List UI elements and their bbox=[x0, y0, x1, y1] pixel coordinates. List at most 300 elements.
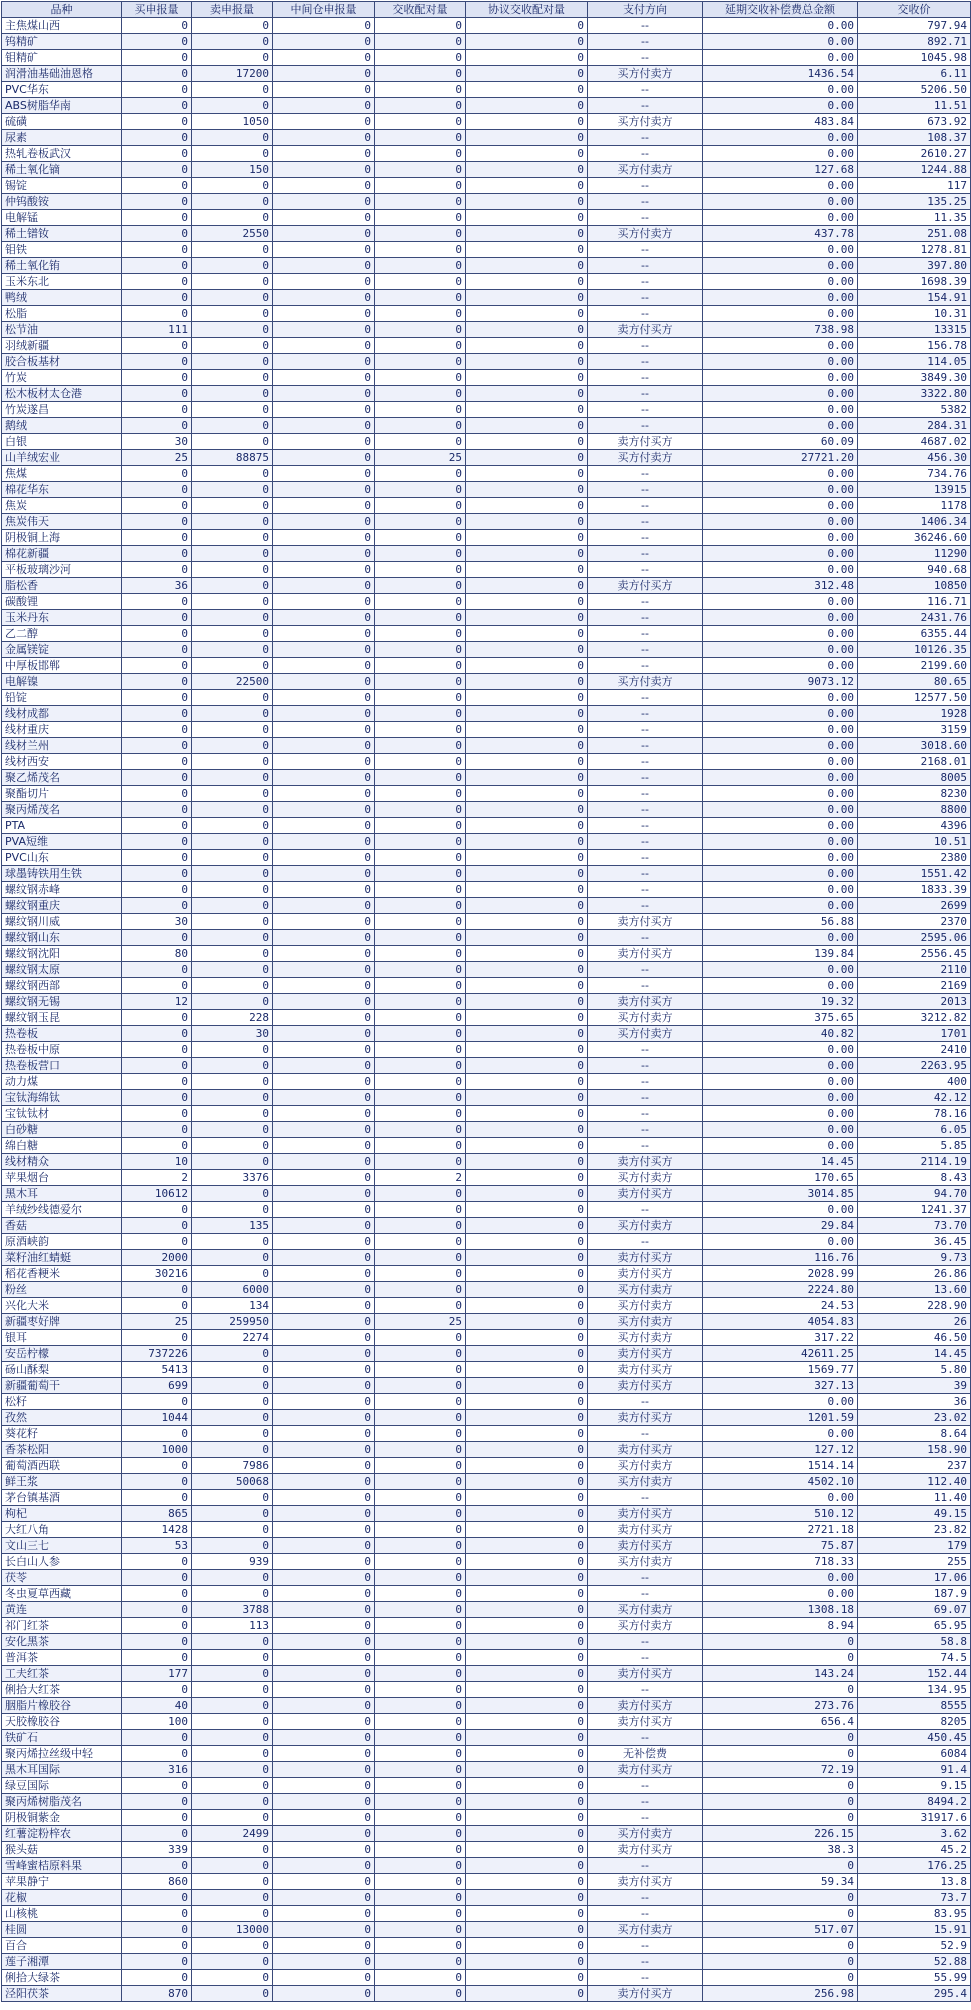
table-row bbox=[2, 610, 971, 626]
delivery-price-cell: 73.7 bbox=[858, 1890, 971, 1906]
sell-qty-cell: 0 bbox=[192, 1986, 273, 2002]
variety-cell: 线材兰州 bbox=[2, 738, 122, 754]
compensation-amount-cell: 0.00 bbox=[703, 418, 858, 434]
payment-direction-cell: -- bbox=[588, 754, 703, 770]
matched-qty-cell: 2 bbox=[375, 1170, 466, 1186]
delivery-price-cell: 6355.44 bbox=[858, 626, 971, 642]
agreement-matched-qty-cell: 0 bbox=[466, 530, 588, 546]
table-row bbox=[2, 1442, 971, 1458]
sell-qty-cell: 0 bbox=[192, 290, 273, 306]
compensation-amount-cell: 0.00 bbox=[703, 834, 858, 850]
intermediate-qty-cell: 0 bbox=[273, 1298, 375, 1314]
sell-qty-cell: 0 bbox=[192, 130, 273, 146]
table-row bbox=[2, 1138, 971, 1154]
buy-qty-cell: 0 bbox=[122, 258, 192, 274]
buy-qty-cell: 0 bbox=[122, 1906, 192, 1922]
table-row bbox=[2, 1922, 971, 1938]
table-row bbox=[2, 1202, 971, 1218]
agreement-matched-qty-cell: 0 bbox=[466, 1058, 588, 1074]
payment-direction-cell: -- bbox=[588, 34, 703, 50]
table-row bbox=[2, 1378, 971, 1394]
intermediate-qty-cell: 0 bbox=[273, 1874, 375, 1890]
agreement-matched-qty-cell: 0 bbox=[466, 1090, 588, 1106]
sell-qty-cell: 0 bbox=[192, 1842, 273, 1858]
agreement-matched-qty-cell: 0 bbox=[466, 1234, 588, 1250]
compensation-amount-cell: 24.53 bbox=[703, 1298, 858, 1314]
sell-qty-cell: 0 bbox=[192, 1858, 273, 1874]
intermediate-qty-cell: 0 bbox=[273, 1266, 375, 1282]
matched-qty-cell: 0 bbox=[375, 1554, 466, 1570]
buy-qty-cell: 0 bbox=[122, 1058, 192, 1074]
sell-qty-cell: 0 bbox=[192, 754, 273, 770]
intermediate-qty-cell: 0 bbox=[273, 994, 375, 1010]
agreement-matched-qty-cell: 0 bbox=[466, 418, 588, 434]
compensation-amount-cell: 127.12 bbox=[703, 1442, 858, 1458]
sell-qty-cell: 0 bbox=[192, 1682, 273, 1698]
delivery-price-cell: 78.16 bbox=[858, 1106, 971, 1122]
delivery-price-cell: 116.71 bbox=[858, 594, 971, 610]
table-row bbox=[2, 434, 971, 450]
matched-qty-cell: 0 bbox=[375, 1698, 466, 1714]
matched-qty-cell: 0 bbox=[375, 194, 466, 210]
variety-cell: 聚乙烯茂名 bbox=[2, 770, 122, 786]
payment-direction-cell: 卖方付买方 bbox=[588, 1666, 703, 1682]
agreement-matched-qty-cell: 0 bbox=[466, 162, 588, 178]
matched-qty-cell: 0 bbox=[375, 114, 466, 130]
buy-qty-cell: 0 bbox=[122, 1778, 192, 1794]
intermediate-qty-cell: 0 bbox=[273, 1554, 375, 1570]
table-row bbox=[2, 1330, 971, 1346]
delivery-price-cell: 17.06 bbox=[858, 1570, 971, 1586]
sell-qty-cell: 0 bbox=[192, 418, 273, 434]
compensation-amount-cell: 0.00 bbox=[703, 722, 858, 738]
compensation-amount-cell: 42611.25 bbox=[703, 1346, 858, 1362]
sell-qty-cell: 0 bbox=[192, 1714, 273, 1730]
delivery-price-cell: 8230 bbox=[858, 786, 971, 802]
buy-qty-cell: 0 bbox=[122, 498, 192, 514]
variety-cell: 热卷板中原 bbox=[2, 1042, 122, 1058]
table-row bbox=[2, 722, 971, 738]
intermediate-qty-cell: 0 bbox=[273, 1714, 375, 1730]
intermediate-qty-cell: 0 bbox=[273, 194, 375, 210]
table-row bbox=[2, 1826, 971, 1842]
table-row bbox=[2, 418, 971, 434]
variety-cell: 竹炭 bbox=[2, 370, 122, 386]
agreement-matched-qty-cell: 0 bbox=[466, 146, 588, 162]
sell-qty-cell: 939 bbox=[192, 1554, 273, 1570]
sell-qty-cell: 0 bbox=[192, 370, 273, 386]
agreement-matched-qty-cell: 0 bbox=[466, 1154, 588, 1170]
intermediate-qty-cell: 0 bbox=[273, 594, 375, 610]
variety-cell: 锡锭 bbox=[2, 178, 122, 194]
buy-qty-cell: 0 bbox=[122, 1682, 192, 1698]
table-row bbox=[2, 658, 971, 674]
payment-direction-cell: 买方付卖方 bbox=[588, 450, 703, 466]
intermediate-qty-cell: 0 bbox=[273, 1970, 375, 1986]
delivery-price-cell: 154.91 bbox=[858, 290, 971, 306]
sell-qty-cell: 3788 bbox=[192, 1602, 273, 1618]
buy-qty-cell: 0 bbox=[122, 370, 192, 386]
sell-qty-cell: 0 bbox=[192, 994, 273, 1010]
table-row bbox=[2, 210, 971, 226]
column-header: 延期交收补偿费总金额 bbox=[703, 2, 858, 18]
matched-qty-cell: 0 bbox=[375, 1474, 466, 1490]
delivery-price-cell: 73.70 bbox=[858, 1218, 971, 1234]
variety-cell: 阴极铜上海 bbox=[2, 530, 122, 546]
intermediate-qty-cell: 0 bbox=[273, 738, 375, 754]
table-row bbox=[2, 642, 971, 658]
matched-qty-cell: 0 bbox=[375, 1282, 466, 1298]
matched-qty-cell: 0 bbox=[375, 290, 466, 306]
table-row bbox=[2, 146, 971, 162]
variety-cell: 铁矿石 bbox=[2, 1730, 122, 1746]
intermediate-qty-cell: 0 bbox=[273, 962, 375, 978]
compensation-amount-cell: 0.00 bbox=[703, 130, 858, 146]
buy-qty-cell: 1044 bbox=[122, 1410, 192, 1426]
matched-qty-cell: 0 bbox=[375, 1266, 466, 1282]
compensation-amount-cell: 0.00 bbox=[703, 658, 858, 674]
matched-qty-cell: 0 bbox=[375, 162, 466, 178]
intermediate-qty-cell: 0 bbox=[273, 162, 375, 178]
payment-direction-cell: -- bbox=[588, 386, 703, 402]
agreement-matched-qty-cell: 0 bbox=[466, 194, 588, 210]
intermediate-qty-cell: 0 bbox=[273, 130, 375, 146]
agreement-matched-qty-cell: 0 bbox=[466, 1330, 588, 1346]
payment-direction-cell: 买方付卖方 bbox=[588, 1554, 703, 1570]
payment-direction-cell: -- bbox=[588, 834, 703, 850]
compensation-amount-cell: 273.76 bbox=[703, 1698, 858, 1714]
intermediate-qty-cell: 0 bbox=[273, 610, 375, 626]
compensation-amount-cell: 29.84 bbox=[703, 1218, 858, 1234]
sell-qty-cell: 0 bbox=[192, 1074, 273, 1090]
sell-qty-cell: 0 bbox=[192, 514, 273, 530]
payment-direction-cell: 卖方付买方 bbox=[588, 1522, 703, 1538]
variety-cell: 孜然 bbox=[2, 1410, 122, 1426]
matched-qty-cell: 0 bbox=[375, 1634, 466, 1650]
buy-qty-cell: 0 bbox=[122, 1602, 192, 1618]
buy-qty-cell: 0 bbox=[122, 1298, 192, 1314]
matched-qty-cell: 0 bbox=[375, 658, 466, 674]
variety-cell: 润滑油基础油恩格 bbox=[2, 66, 122, 82]
intermediate-qty-cell: 0 bbox=[273, 1458, 375, 1474]
intermediate-qty-cell: 0 bbox=[273, 930, 375, 946]
matched-qty-cell: 0 bbox=[375, 722, 466, 738]
buy-qty-cell: 80 bbox=[122, 946, 192, 962]
payment-direction-cell: 买方付卖方 bbox=[588, 1602, 703, 1618]
compensation-amount-cell: 4502.10 bbox=[703, 1474, 858, 1490]
delivery-price-cell: 14.45 bbox=[858, 1346, 971, 1362]
delivery-price-cell: 1406.34 bbox=[858, 514, 971, 530]
buy-qty-cell: 0 bbox=[122, 514, 192, 530]
compensation-amount-cell: 0.00 bbox=[703, 386, 858, 402]
delivery-price-cell: 3159 bbox=[858, 722, 971, 738]
buy-qty-cell: 0 bbox=[122, 930, 192, 946]
payment-direction-cell: -- bbox=[588, 930, 703, 946]
table-row bbox=[2, 482, 971, 498]
table-row bbox=[2, 1810, 971, 1826]
table-body bbox=[2, 18, 971, 2002]
agreement-matched-qty-cell: 0 bbox=[466, 1810, 588, 1826]
payment-direction-cell: 买方付卖方 bbox=[588, 114, 703, 130]
sell-qty-cell: 0 bbox=[192, 386, 273, 402]
intermediate-qty-cell: 0 bbox=[273, 562, 375, 578]
intermediate-qty-cell: 0 bbox=[273, 50, 375, 66]
matched-qty-cell: 0 bbox=[375, 274, 466, 290]
matched-qty-cell: 0 bbox=[375, 1618, 466, 1634]
sell-qty-cell: 0 bbox=[192, 1762, 273, 1778]
payment-direction-cell: -- bbox=[588, 1954, 703, 1970]
payment-direction-cell: -- bbox=[588, 418, 703, 434]
intermediate-qty-cell: 0 bbox=[273, 290, 375, 306]
delivery-price-cell: 1045.98 bbox=[858, 50, 971, 66]
variety-cell: 山核桃 bbox=[2, 1906, 122, 1922]
sell-qty-cell: 0 bbox=[192, 258, 273, 274]
payment-direction-cell: 卖方付买方 bbox=[588, 1874, 703, 1890]
compensation-amount-cell: 312.48 bbox=[703, 578, 858, 594]
compensation-amount-cell: 226.15 bbox=[703, 1826, 858, 1842]
buy-qty-cell: 0 bbox=[122, 1394, 192, 1410]
buy-qty-cell: 0 bbox=[122, 1634, 192, 1650]
delivery-price-cell: 2699 bbox=[858, 898, 971, 914]
matched-qty-cell: 0 bbox=[375, 434, 466, 450]
matched-qty-cell: 0 bbox=[375, 786, 466, 802]
delivery-price-cell: 176.25 bbox=[858, 1858, 971, 1874]
matched-qty-cell: 0 bbox=[375, 1586, 466, 1602]
intermediate-qty-cell: 0 bbox=[273, 546, 375, 562]
agreement-matched-qty-cell: 0 bbox=[466, 690, 588, 706]
payment-direction-cell: 买方付卖方 bbox=[588, 1170, 703, 1186]
matched-qty-cell: 0 bbox=[375, 1458, 466, 1474]
table-row bbox=[2, 754, 971, 770]
buy-qty-cell: 0 bbox=[122, 1026, 192, 1042]
payment-direction-cell: -- bbox=[588, 610, 703, 626]
payment-direction-cell: 卖方付买方 bbox=[588, 914, 703, 930]
intermediate-qty-cell: 0 bbox=[273, 1538, 375, 1554]
payment-direction-cell: 买方付卖方 bbox=[588, 1618, 703, 1634]
matched-qty-cell: 0 bbox=[375, 1826, 466, 1842]
compensation-amount-cell: 60.09 bbox=[703, 434, 858, 450]
compensation-amount-cell: 0.00 bbox=[703, 290, 858, 306]
buy-qty-cell: 0 bbox=[122, 690, 192, 706]
intermediate-qty-cell: 0 bbox=[273, 1858, 375, 1874]
compensation-amount-cell: 0.00 bbox=[703, 978, 858, 994]
intermediate-qty-cell: 0 bbox=[273, 946, 375, 962]
delivery-price-cell: 1244.88 bbox=[858, 162, 971, 178]
buy-qty-cell: 0 bbox=[122, 674, 192, 690]
buy-qty-cell: 10 bbox=[122, 1154, 192, 1170]
compensation-amount-cell: 0.00 bbox=[703, 962, 858, 978]
variety-cell: 鸭绒 bbox=[2, 290, 122, 306]
column-header: 交收配对量 bbox=[375, 2, 466, 18]
variety-cell: 砀山酥梨 bbox=[2, 1362, 122, 1378]
intermediate-qty-cell: 0 bbox=[273, 18, 375, 34]
agreement-matched-qty-cell: 0 bbox=[466, 1410, 588, 1426]
delivery-price-cell: 2431.76 bbox=[858, 610, 971, 626]
compensation-amount-cell: 0.00 bbox=[703, 82, 858, 98]
matched-qty-cell: 0 bbox=[375, 1682, 466, 1698]
delivery-price-cell: 1698.39 bbox=[858, 274, 971, 290]
agreement-matched-qty-cell: 0 bbox=[466, 1778, 588, 1794]
agreement-matched-qty-cell: 0 bbox=[466, 594, 588, 610]
intermediate-qty-cell: 0 bbox=[273, 1282, 375, 1298]
agreement-matched-qty-cell: 0 bbox=[466, 1730, 588, 1746]
matched-qty-cell: 0 bbox=[375, 242, 466, 258]
sell-qty-cell: 3376 bbox=[192, 1170, 273, 1186]
compensation-amount-cell: 483.84 bbox=[703, 114, 858, 130]
agreement-matched-qty-cell: 0 bbox=[466, 1858, 588, 1874]
sell-qty-cell: 0 bbox=[192, 706, 273, 722]
intermediate-qty-cell: 0 bbox=[273, 482, 375, 498]
agreement-matched-qty-cell: 0 bbox=[466, 1938, 588, 1954]
table-row bbox=[2, 978, 971, 994]
intermediate-qty-cell: 0 bbox=[273, 338, 375, 354]
delivery-price-cell: 3849.30 bbox=[858, 370, 971, 386]
compensation-amount-cell: 0 bbox=[703, 1890, 858, 1906]
agreement-matched-qty-cell: 0 bbox=[466, 1202, 588, 1218]
payment-direction-cell: -- bbox=[588, 626, 703, 642]
intermediate-qty-cell: 0 bbox=[273, 850, 375, 866]
intermediate-qty-cell: 0 bbox=[273, 1378, 375, 1394]
sell-qty-cell: 0 bbox=[192, 322, 273, 338]
variety-cell: 脂松香 bbox=[2, 578, 122, 594]
sell-qty-cell: 0 bbox=[192, 1954, 273, 1970]
variety-cell: 平板玻璃沙河 bbox=[2, 562, 122, 578]
sell-qty-cell: 0 bbox=[192, 306, 273, 322]
intermediate-qty-cell: 0 bbox=[273, 1682, 375, 1698]
agreement-matched-qty-cell: 0 bbox=[466, 466, 588, 482]
sell-qty-cell: 0 bbox=[192, 434, 273, 450]
intermediate-qty-cell: 0 bbox=[273, 178, 375, 194]
delivery-price-cell: 23.82 bbox=[858, 1522, 971, 1538]
table-row bbox=[2, 994, 971, 1010]
intermediate-qty-cell: 0 bbox=[273, 1826, 375, 1842]
matched-qty-cell: 0 bbox=[375, 1090, 466, 1106]
sell-qty-cell: 0 bbox=[192, 866, 273, 882]
variety-cell: 螺纹钢玉昆 bbox=[2, 1010, 122, 1026]
agreement-matched-qty-cell: 0 bbox=[466, 1970, 588, 1986]
compensation-amount-cell: 0.00 bbox=[703, 802, 858, 818]
table-row bbox=[2, 18, 971, 34]
table-row bbox=[2, 1538, 971, 1554]
agreement-matched-qty-cell: 0 bbox=[466, 834, 588, 850]
compensation-amount-cell: 0.00 bbox=[703, 1106, 858, 1122]
compensation-amount-cell: 0.00 bbox=[703, 1394, 858, 1410]
variety-cell: 仲钨酸铵 bbox=[2, 194, 122, 210]
buy-qty-cell: 0 bbox=[122, 242, 192, 258]
compensation-amount-cell: 0.00 bbox=[703, 1122, 858, 1138]
table-row bbox=[2, 1554, 971, 1570]
delivery-price-cell: 4396 bbox=[858, 818, 971, 834]
column-header: 支付方向 bbox=[588, 2, 703, 18]
variety-cell: 螺纹钢沈阳 bbox=[2, 946, 122, 962]
table-row bbox=[2, 1314, 971, 1330]
matched-qty-cell: 0 bbox=[375, 386, 466, 402]
table-row bbox=[2, 1250, 971, 1266]
payment-direction-cell: -- bbox=[588, 514, 703, 530]
intermediate-qty-cell: 0 bbox=[273, 1218, 375, 1234]
matched-qty-cell: 0 bbox=[375, 1490, 466, 1506]
intermediate-qty-cell: 0 bbox=[273, 226, 375, 242]
matched-qty-cell: 0 bbox=[375, 498, 466, 514]
variety-cell: 祁门红茶 bbox=[2, 1618, 122, 1634]
delivery-price-cell: 152.44 bbox=[858, 1666, 971, 1682]
agreement-matched-qty-cell: 0 bbox=[466, 1298, 588, 1314]
agreement-matched-qty-cell: 0 bbox=[466, 1170, 588, 1186]
intermediate-qty-cell: 0 bbox=[273, 1202, 375, 1218]
sell-qty-cell: 22500 bbox=[192, 674, 273, 690]
buy-qty-cell: 0 bbox=[122, 610, 192, 626]
matched-qty-cell: 0 bbox=[375, 514, 466, 530]
payment-direction-cell: -- bbox=[588, 1650, 703, 1666]
buy-qty-cell: 0 bbox=[122, 1042, 192, 1058]
table-row bbox=[2, 1282, 971, 1298]
payment-direction-cell: -- bbox=[588, 594, 703, 610]
table-row bbox=[2, 130, 971, 146]
matched-qty-cell: 0 bbox=[375, 1106, 466, 1122]
agreement-matched-qty-cell: 0 bbox=[466, 866, 588, 882]
compensation-amount-cell: 0.00 bbox=[703, 610, 858, 626]
agreement-matched-qty-cell: 0 bbox=[466, 18, 588, 34]
intermediate-qty-cell: 0 bbox=[273, 1506, 375, 1522]
table-row bbox=[2, 802, 971, 818]
matched-qty-cell: 0 bbox=[375, 1394, 466, 1410]
agreement-matched-qty-cell: 0 bbox=[466, 98, 588, 114]
compensation-amount-cell: 0.00 bbox=[703, 1138, 858, 1154]
buy-qty-cell: 0 bbox=[122, 82, 192, 98]
sell-qty-cell: 259950 bbox=[192, 1314, 273, 1330]
column-header: 卖申报量 bbox=[192, 2, 273, 18]
sell-qty-cell: 50068 bbox=[192, 1474, 273, 1490]
matched-qty-cell: 0 bbox=[375, 1362, 466, 1378]
matched-qty-cell: 0 bbox=[375, 978, 466, 994]
payment-direction-cell: -- bbox=[588, 898, 703, 914]
compensation-amount-cell: 0 bbox=[703, 1810, 858, 1826]
table-row bbox=[2, 1906, 971, 1922]
buy-qty-cell: 111 bbox=[122, 322, 192, 338]
sell-qty-cell: 0 bbox=[192, 466, 273, 482]
variety-cell: 棉花新疆 bbox=[2, 546, 122, 562]
agreement-matched-qty-cell: 0 bbox=[466, 1666, 588, 1682]
intermediate-qty-cell: 0 bbox=[273, 1170, 375, 1186]
delivery-price-cell: 45.2 bbox=[858, 1842, 971, 1858]
sell-qty-cell: 0 bbox=[192, 786, 273, 802]
agreement-matched-qty-cell: 0 bbox=[466, 754, 588, 770]
intermediate-qty-cell: 0 bbox=[273, 722, 375, 738]
buy-qty-cell: 0 bbox=[122, 194, 192, 210]
buy-qty-cell: 0 bbox=[122, 866, 192, 882]
variety-cell: 安岳柠檬 bbox=[2, 1346, 122, 1362]
sell-qty-cell: 0 bbox=[192, 1794, 273, 1810]
intermediate-qty-cell: 0 bbox=[273, 1634, 375, 1650]
compensation-amount-cell: 0 bbox=[703, 1682, 858, 1698]
intermediate-qty-cell: 0 bbox=[273, 98, 375, 114]
compensation-amount-cell: 9073.12 bbox=[703, 674, 858, 690]
delivery-price-cell: 58.8 bbox=[858, 1634, 971, 1650]
variety-cell: 普洱茶 bbox=[2, 1650, 122, 1666]
variety-cell: 螺纹钢重庆 bbox=[2, 898, 122, 914]
table-row bbox=[2, 450, 971, 466]
variety-cell: 竹炭遂昌 bbox=[2, 402, 122, 418]
payment-direction-cell: -- bbox=[588, 498, 703, 514]
sell-qty-cell: 135 bbox=[192, 1218, 273, 1234]
table-row bbox=[2, 562, 971, 578]
matched-qty-cell: 0 bbox=[375, 1746, 466, 1762]
variety-cell: 玉米东北 bbox=[2, 274, 122, 290]
table-row bbox=[2, 1650, 971, 1666]
variety-cell: 螺纹钢西部 bbox=[2, 978, 122, 994]
buy-qty-cell: 0 bbox=[122, 626, 192, 642]
matched-qty-cell: 0 bbox=[375, 1026, 466, 1042]
